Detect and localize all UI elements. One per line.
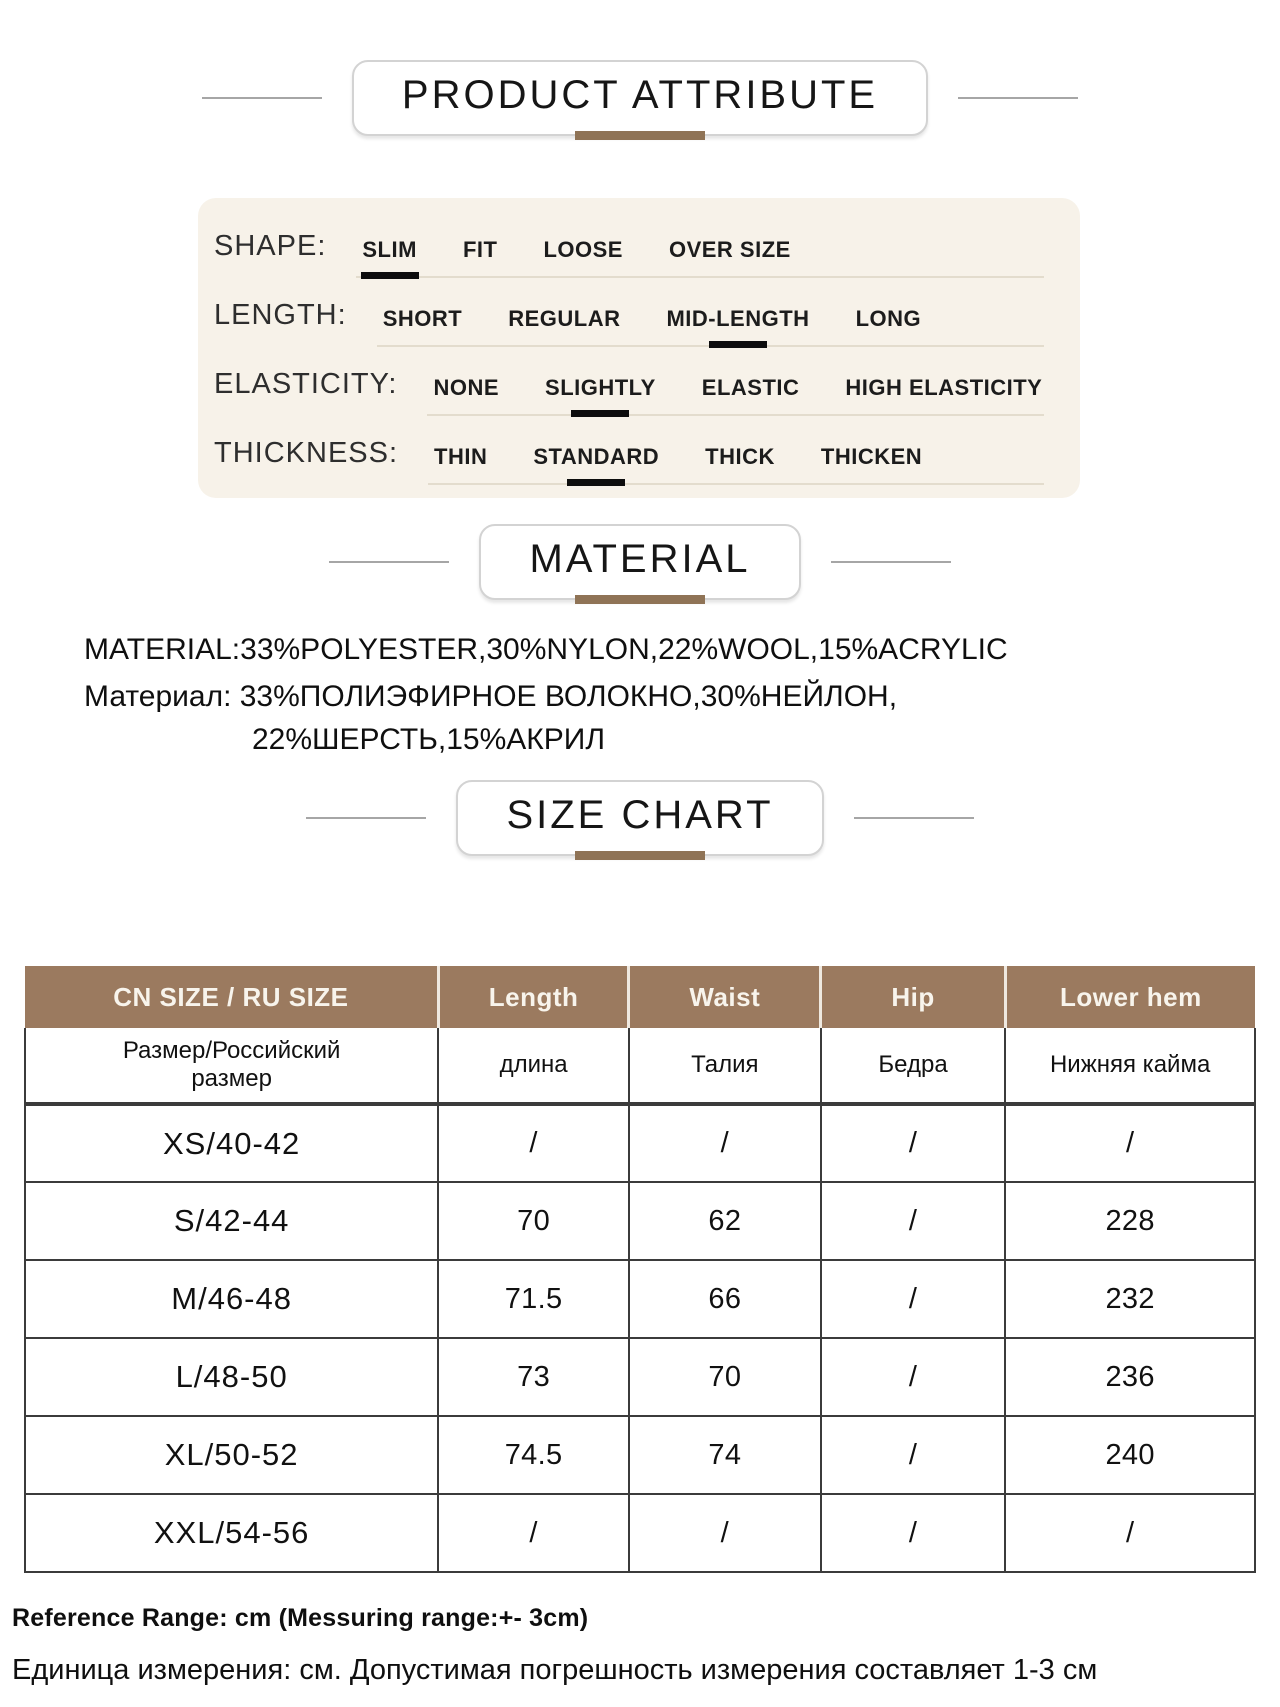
hip-value: / [821,1260,1006,1338]
accent-bar [575,851,705,860]
decorative-line-right [831,561,951,563]
attribute-row-elasticity [214,368,1058,416]
attribute-option-selected: SLIM [362,237,417,262]
size-label: M/46-48 [25,1260,438,1338]
length-value: 74.5 [438,1416,629,1494]
size-chart-table [24,966,1256,1573]
waist-value: 70 [629,1338,821,1416]
attribute-options [377,299,1044,347]
attribute-panel [198,198,1080,498]
column-subheader: Бедра [821,1028,1006,1104]
table-row [25,1104,1255,1182]
attribute-option: THIN [434,444,488,469]
hip-value: / [821,1104,1006,1182]
column-header: Hip [821,966,1006,1028]
attribute-option-selected: SLIGHTLY [545,375,656,400]
table-row [25,1260,1255,1338]
material-title-section [0,524,1280,600]
waist-value: 62 [629,1182,821,1260]
waist-value: / [629,1104,821,1182]
attribute-label: THICKNESS: [214,437,399,469]
attribute-option: OVER SIZE [668,237,791,262]
column-header: Length [438,966,629,1028]
table-row [25,1338,1255,1416]
attribute-option: THICK [705,444,775,469]
size-label: L/48-50 [25,1338,438,1416]
attribute-label: ELASTICITY: [214,368,398,400]
section-title-text: MATERIAL [529,537,751,581]
attribute-option: ELASTIC [701,375,800,400]
decorative-line-right [854,817,974,819]
material-line-en: MATERIAL:33%POLYESTER,30%NYLON,22%WOOL,15%ACRYLIC [84,633,1008,666]
size-label: XS/40-42 [25,1104,438,1182]
attribute-option: REGULAR [508,306,621,331]
attribute-option: LOOSE [543,237,623,262]
size-label: XL/50-52 [25,1416,438,1494]
attribute-label: LENGTH: [214,299,347,331]
attribute-option: NONE [433,375,500,400]
attribute-option: LONG [855,306,922,331]
attribute-options [427,368,1044,416]
lower-hem-value: / [1005,1494,1255,1572]
size-label: S/42-44 [25,1182,438,1260]
waist-value: 66 [629,1260,821,1338]
material-line-ru: Материал: 33%ПОЛИЭФИРНОЕ ВОЛОКНО,30%НЕЙЛОН, [84,680,898,713]
attribute-row-shape [214,230,1058,278]
decorative-line-right [958,97,1078,99]
decorative-line-left [202,97,322,99]
length-value: 71.5 [438,1260,629,1338]
hip-value: / [821,1338,1006,1416]
attribute-option: FIT [462,237,498,262]
attribute-option-selected: STANDARD [533,444,660,469]
waist-value: / [629,1494,821,1572]
size-chart-title-box [456,780,823,856]
column-subheader: длина [438,1028,629,1104]
material-line-ru-cont: 22%ШЕРСТЬ,15%АКРИЛ [252,723,606,756]
length-value: / [438,1104,629,1182]
accent-bar [575,595,705,604]
material-composition [84,632,1214,758]
size-chart-title-section [0,780,1280,856]
column-subheader: Нижняя кайма [1005,1028,1255,1104]
accent-bar [575,131,705,140]
table-header-row-ru [25,1028,1255,1104]
hip-value: / [821,1494,1006,1572]
attribute-label: SHAPE: [214,230,327,262]
table-header-row-en [25,966,1255,1028]
attribute-option: SHORT [382,306,463,331]
size-label: XXL/54-56 [25,1494,438,1572]
page-title: PRODUCT ATTRIBUTE [401,73,879,117]
section-title-text: SIZE CHART [506,793,774,837]
decorative-line-left [329,561,449,563]
attribute-row-thickness [214,437,1058,485]
lower-hem-value: / [1005,1104,1255,1182]
attribute-row-length [214,299,1058,347]
lower-hem-value: 228 [1005,1182,1255,1260]
column-subheader: Талия [629,1028,821,1104]
waist-value: 74 [629,1416,821,1494]
lower-hem-value: 236 [1005,1338,1255,1416]
product-attribute-title-box [352,60,928,136]
lower-hem-value: 232 [1005,1260,1255,1338]
decorative-line-left [306,817,426,819]
length-value: / [438,1494,629,1572]
material-title-box [479,524,800,600]
table-row [25,1182,1255,1260]
product-attribute-title-section [0,60,1280,136]
attribute-options [356,230,1044,278]
lower-hem-value: 240 [1005,1416,1255,1494]
attribute-option: HIGH ELASTICITY [845,375,1043,400]
column-header: Waist [629,966,821,1028]
attribute-options [428,437,1044,485]
reference-note-ru: Единица измерения: см. Допустимая погрешность измерения составляет 1-3 см [12,1654,1098,1686]
length-value: 73 [438,1338,629,1416]
column-header: Lower hem [1005,966,1255,1028]
table-row [25,1494,1255,1572]
hip-value: / [821,1416,1006,1494]
hip-value: / [821,1182,1006,1260]
column-subheader: Размер/Российский размер [25,1028,438,1104]
length-value: 70 [438,1182,629,1260]
column-header: CN SIZE / RU SIZE [25,966,438,1028]
attribute-option-selected: MID-LENGTH [666,306,810,331]
attribute-option: THICKEN [820,444,923,469]
reference-note-en: Reference Range: cm (Messuring range:+- 3cm) [12,1604,589,1632]
table-row [25,1416,1255,1494]
